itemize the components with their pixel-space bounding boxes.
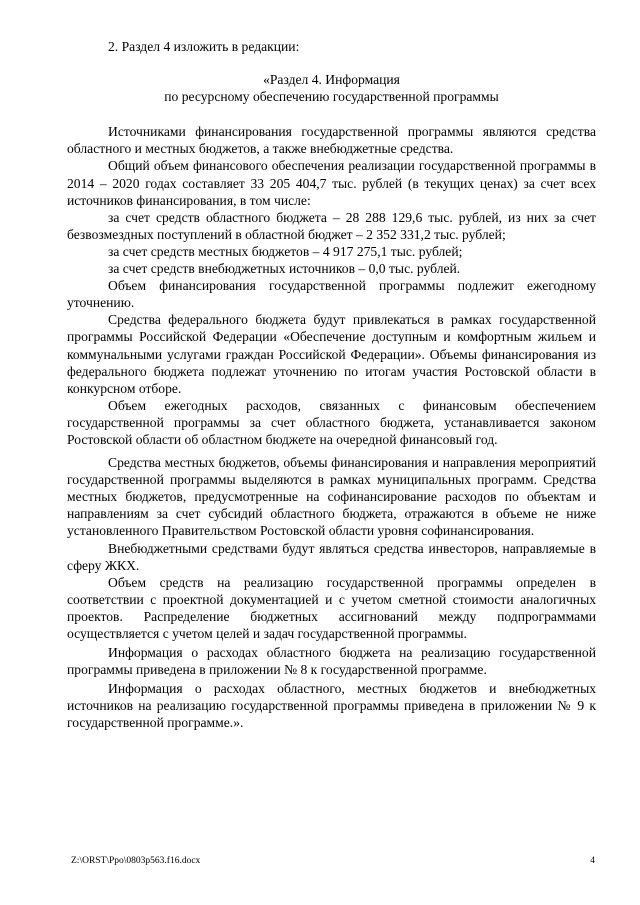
paragraph-municipal-programs: Средства местных бюджетов, объемы финансирования и направления мероприятий государственной программы выделяются в рамках муниципальных программ. Средства местных бюджетов, предусмотренные на софинансирование расходов по объектам и направлениям за счет субсидий областного бюджета, отражаются в объеме не ниже установленного Правительством Ростовской области уровня софинансирования.: [67, 455, 596, 539]
section-title-line1: «Раздел 4. Информация: [263, 72, 400, 88]
paragraph-annual-expenses: Объем ежегодных расходов, связанных с финансовым обеспечением государственной программы за счет областного бюджета, устанавливается законом Ростовской области об областном бюджете на очередной финансовый год.: [67, 397, 596, 447]
paragraph-annual-clarification: Объем финансирования государственной программы подлежит ежегодному уточнению.: [67, 278, 596, 311]
paragraph-regional-budget: за счет средств областного бюджета – 28 288 129,6 тыс. рублей, из них за счет безвозмездных поступлений в областной бюджет – 2 352 331,2 тыс. рублей;: [67, 209, 596, 242]
section-title-line2: по ресурсному обеспечению государственной программы: [164, 89, 499, 105]
paragraph-project-documentation: Объем средств на реализацию государственной программы определен в соответствии с проектной документацией и с учетом сметной стоимости аналогичных проектов. Распределение бюджетных ассигнований между подпрограммами осуществляется с учетом целей и задач государственной программы.: [67, 574, 596, 641]
paragraph-total-volume: Общий объем финансового обеспечения реализации государственной программы в 2014 – 2020 годах составляет 33 205 404,7 тыс. рублей (в текущих ценах) за счет всех источников финансирования, в том числе:: [67, 158, 596, 208]
footer-file-path: Z:\ORST\Ppo\0803p563.f16.docx: [71, 856, 201, 866]
intro-line: 2. Раздел 4 изложить в редакции:: [108, 39, 300, 54]
paragraph-extrabudgetary: за счет средств внебюджетных источников – 0,0 тыс. рублей.: [108, 261, 461, 277]
section-heading: [67, 71, 596, 105]
footer-page-number: 4: [590, 856, 595, 866]
paragraph-appendix-9: Информация о расходах областного, местных бюджетов и внебюджетных источников на реализацию государственной программы приведена в приложении № 9 к государственной программе.».: [67, 681, 596, 731]
page-footer: [71, 856, 595, 866]
paragraph-appendix-8: Информация о расходах областного бюджета на реализацию государственной программы приведена в приложении № 8 к государственной программе.: [67, 645, 596, 678]
paragraph-federal-budget: Средства федерального бюджета будут привлекаться в рамках государственной программы Российской Федерации «Обеспечение доступным и комфортным жильем и коммунальными услугами граждан Российской Федерации». Объемы финансирования из федерального бюджета подлежат уточнению по итогам участия Ростовской области в конкурсном отборе.: [67, 312, 596, 396]
paragraph-local-budgets: за счет средств местных бюджетов – 4 917 275,1 тыс. рублей;: [108, 243, 463, 259]
paragraph-investors: Внебюджетными средствами будут являться средства инвесторов, направляемые в сферу ЖКХ.: [67, 540, 596, 573]
document-body: [67, 38, 596, 732]
paragraph-financing-sources: Источниками финансирования государственной программы являются средства областного и местных бюджетов, а также внебюджетные средства.: [67, 124, 596, 157]
